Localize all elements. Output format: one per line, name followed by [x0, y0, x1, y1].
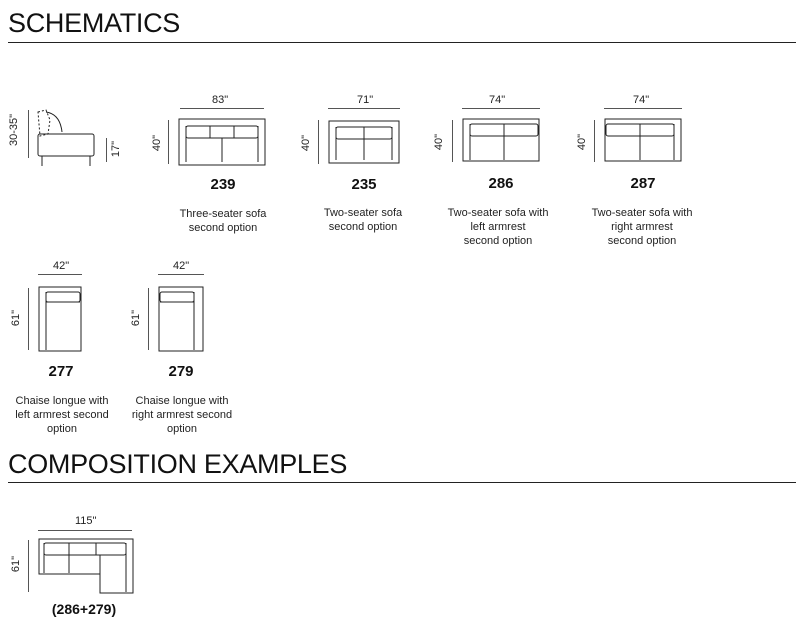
chaise-279-depth-line	[148, 288, 149, 350]
schematics-title: SCHEMATICS	[8, 8, 181, 38]
sofa-287-depth: 40"	[576, 133, 588, 151]
schematics-divider	[8, 42, 796, 43]
sofa-239-width: 83"	[212, 94, 229, 106]
composition-depth: 61"	[10, 555, 22, 573]
sofa-286-width-line	[462, 108, 540, 109]
caption-line: Three-seater sofa	[179, 208, 267, 220]
chaise-279-depth: 61"	[130, 309, 142, 327]
sofa-239-caption	[160, 207, 286, 235]
caption-line: Two-seater sofa with	[591, 207, 693, 219]
side-view-drawing	[34, 106, 98, 172]
caption-line: second option	[463, 235, 533, 247]
caption-line: second option	[328, 221, 398, 233]
sofa-286-depth: 40"	[433, 133, 445, 151]
side-height-line	[28, 110, 29, 158]
compositions-divider	[8, 482, 796, 483]
chaise-277-depth-line	[28, 288, 29, 350]
side-seat-line	[106, 138, 107, 162]
sofa-287-caption	[578, 206, 706, 248]
caption-line: right armrest second	[131, 409, 233, 421]
chaise-277-depth: 61"	[10, 309, 22, 327]
sofa-286-width: 74"	[489, 94, 506, 106]
caption-line: Chaise longue with	[135, 395, 229, 407]
side-height-label: 30-35"	[8, 113, 20, 147]
caption-line: Two-seater sofa with	[447, 207, 549, 219]
sofa-239-depth-line	[168, 120, 169, 164]
sofa-235-depth: 40"	[300, 134, 312, 152]
caption-line: left armrest	[470, 221, 526, 233]
caption-line: option	[47, 423, 77, 435]
sofa-235-depth-line	[318, 120, 319, 164]
sofa-239-code: 239	[210, 176, 236, 193]
composition-depth-line	[28, 540, 29, 592]
sofa-286-caption	[436, 206, 560, 248]
chaise-277-width-line	[38, 274, 82, 275]
caption-line: second option	[607, 235, 677, 247]
caption-line: left armrest second	[15, 409, 109, 421]
sofa-235-width-line	[328, 108, 400, 109]
sofa-239-width-line	[180, 108, 264, 109]
sofa-235-width: 71"	[357, 94, 374, 106]
sofa-235-code: 235	[351, 176, 377, 193]
chaise-279-caption	[122, 394, 242, 436]
side-seat-height-label: 17"	[110, 140, 122, 158]
chaise-277-drawing	[38, 286, 82, 352]
sofa-239-drawing	[178, 118, 266, 166]
sofa-287-width-line	[604, 108, 682, 109]
sofa-235-caption	[300, 206, 426, 234]
composition-width: 115"	[75, 515, 97, 527]
sofa-287-drawing	[604, 118, 682, 162]
sofa-286-depth-line	[452, 120, 453, 162]
compositions-title: COMPOSITION EXAMPLES	[8, 449, 348, 479]
composition-code: (286+279)	[51, 601, 117, 617]
caption-line: Two-seater sofa	[323, 207, 403, 219]
chaise-279-width-line	[158, 274, 204, 275]
sofa-286-code: 286	[488, 175, 514, 192]
caption-line: option	[167, 423, 197, 435]
composition-drawing	[38, 538, 134, 594]
sofa-287-width: 74"	[633, 94, 650, 106]
chaise-277-code: 277	[48, 363, 74, 380]
chaise-279-code: 279	[168, 363, 194, 380]
caption-line: second option	[188, 222, 258, 234]
sofa-287-depth-line	[594, 120, 595, 162]
chaise-279-width: 42"	[173, 260, 190, 272]
caption-line: Chaise longue with	[15, 395, 109, 407]
sofa-286-drawing	[462, 118, 540, 162]
chaise-277-caption	[4, 394, 120, 436]
chaise-279-drawing	[158, 286, 204, 352]
caption-line: right armrest	[611, 221, 673, 233]
chaise-277-width: 42"	[53, 260, 70, 272]
composition-width-line	[38, 530, 132, 531]
sofa-287-code: 287	[630, 175, 656, 192]
sofa-239-depth: 40"	[151, 134, 163, 152]
sofa-235-drawing	[328, 120, 400, 164]
